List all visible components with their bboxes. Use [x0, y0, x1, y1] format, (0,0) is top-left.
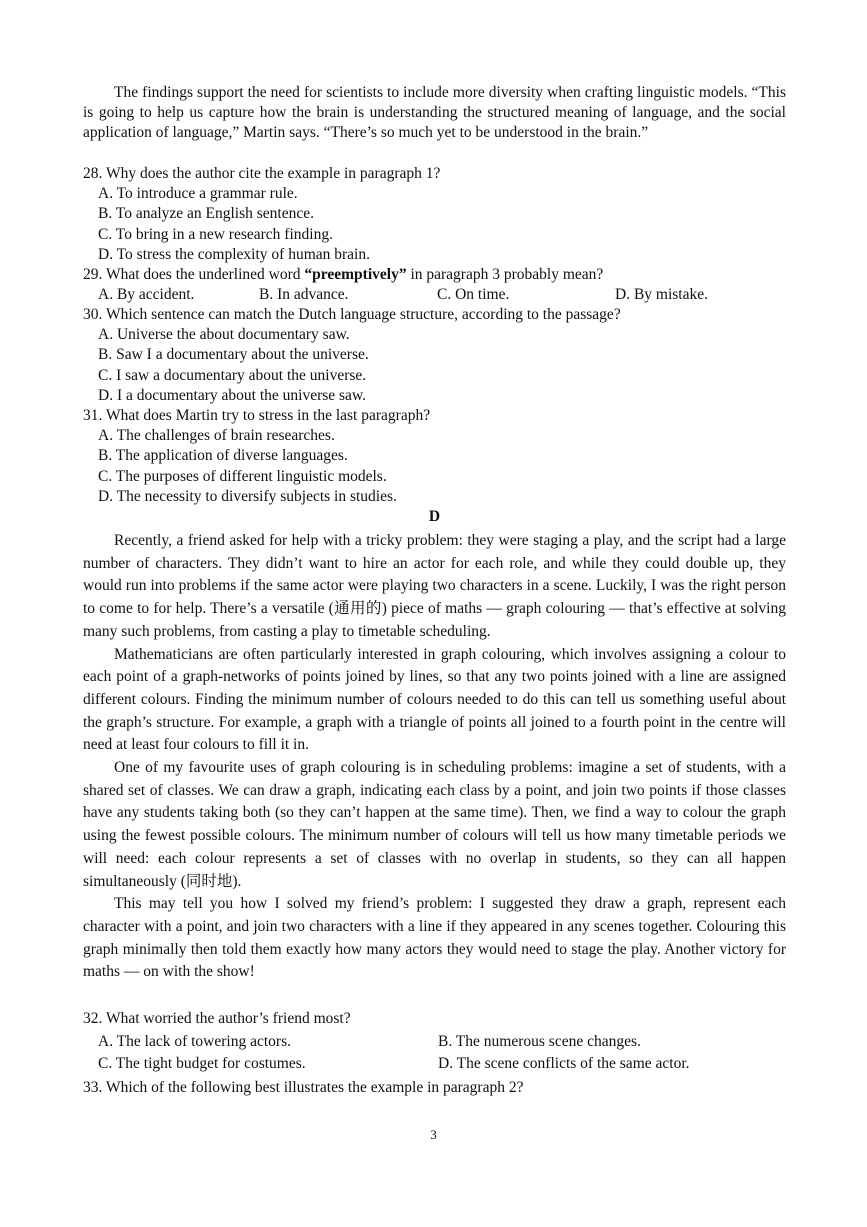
option-a: A. By accident.: [98, 286, 195, 304]
section-heading: D: [428, 508, 441, 525]
question-stem: 30. Which sentence can match the Dutch language structure, according to the passage?: [83, 306, 621, 323]
question-29: [83, 265, 786, 305]
option-b: B. In advance.: [259, 286, 349, 304]
option-d: D. The necessity to diversify subjects in studies.: [98, 487, 397, 505]
option-d: D. By mistake.: [615, 286, 708, 304]
option-c: C. To bring in a new research finding.: [98, 225, 333, 243]
question-stem: 31. What does Martin try to stress in the last paragraph?: [83, 407, 431, 424]
question-33: [83, 1077, 786, 1100]
options-row: [83, 285, 786, 305]
question-stem: 32. What worried the author’s friend most?: [83, 1010, 351, 1027]
option-c: C. I saw a documentary about the universe.: [98, 366, 367, 384]
underlined-word: “preemptively”: [304, 266, 407, 283]
question-stem: 33. Which of the following best illustrates the example in paragraph 2?: [83, 1079, 524, 1096]
option-b: B. The application of diverse languages.: [98, 447, 348, 465]
option-a: A. To introduce a grammar rule.: [98, 185, 298, 203]
option-a: A. The lack of towering actors.: [98, 1032, 291, 1050]
option-b: B. Saw I a documentary about the universe.: [98, 346, 369, 364]
question-stem: 29. What does the underlined word “preemptively” in paragraph 3 probably mean?: [83, 266, 604, 283]
page-number: 3: [430, 1127, 437, 1142]
option-a: A. The challenges of brain researches.: [98, 427, 335, 445]
option-c: C. On time.: [437, 286, 510, 304]
passage-paragraph: One of my favourite uses of graph colouring is in scheduling problems: imagine a set of students, with a shared set of classes. We can draw a graph, indicating each class by a point, and join two points if those classes have any students taking both (so they can’t happen at the same time). Then, we find a way to colour the graph using the fewest possible colours. The minimum number of colours will tell us how many timetable periods we will need: each colour represents a set of classes with no overlap in students, so they can all happen simultaneously (同时地).: [83, 759, 786, 890]
option-a: A. Universe the about documentary saw.: [98, 326, 350, 344]
passage-paragraph: This may tell you how I solved my friend’s problem: I suggested they draw a graph, represent each character with a point, and join two characters with a line if they appeared in any scenes together. Colouring this graph minimally then told them exactly how many actors they would need to stage the play. Another victory for maths — on with the show!: [83, 895, 786, 981]
options-row: [83, 1053, 786, 1076]
option-b: B. To analyze an English sentence.: [98, 205, 314, 223]
option-d: D. To stress the complexity of human brain.: [98, 245, 370, 263]
question-31: [83, 406, 786, 507]
section-d-heading-wrap: [83, 507, 786, 527]
question-stem: 28. Why does the author cite the example in paragraph 1?: [83, 165, 441, 182]
option-b: B. The numerous scene changes.: [438, 1032, 641, 1050]
question-28: [83, 164, 786, 265]
question-30: [83, 305, 786, 406]
passage-d: [83, 530, 786, 984]
options-row: [83, 1031, 786, 1054]
passage-paragraph: Recently, a friend asked for help with a tricky problem: they were staging a play, and the script had a large number of characters. They didn’t want to hire an actor for each role, and while they could double up, they would run into problems if the same actor were playing two characters in a scene. Luckily, I was the right person to come to for help. There’s a versatile (通用的) piece of maths — graph colouring — that’s effective at solving many such problems, from casting a play to timetable scheduling.: [83, 532, 786, 640]
passage-paragraph: The findings support the need for scientists to include more diversity when crafting linguistic models. “This is going to help us capture how the brain is understanding the structured meaning of language, and the social application of language,” Martin says. “There’s so much yet to be understood in the brain.”: [83, 84, 786, 142]
option-c: C. The tight budget for costumes.: [98, 1055, 306, 1073]
option-d: D. I a documentary about the universe saw.: [98, 386, 367, 404]
passage-c-ending: [83, 83, 786, 144]
option-c: C. The purposes of different linguistic models.: [98, 467, 387, 485]
option-d: D. The scene conflicts of the same actor.: [438, 1055, 690, 1073]
passage-paragraph: Mathematicians are often particularly interested in graph colouring, which involves assigning a colour to each point of a graph-networks of points joined by lines, so that any two points joined with a line are assigned different colours. Finding the minimum number of colours needed to do this can tell us something useful about the graph’s structure. For example, a graph with a triangle of points all joined to a fourth point in the centre will need at least four colours to fill it in.: [83, 645, 786, 754]
question-32: [83, 1008, 786, 1076]
